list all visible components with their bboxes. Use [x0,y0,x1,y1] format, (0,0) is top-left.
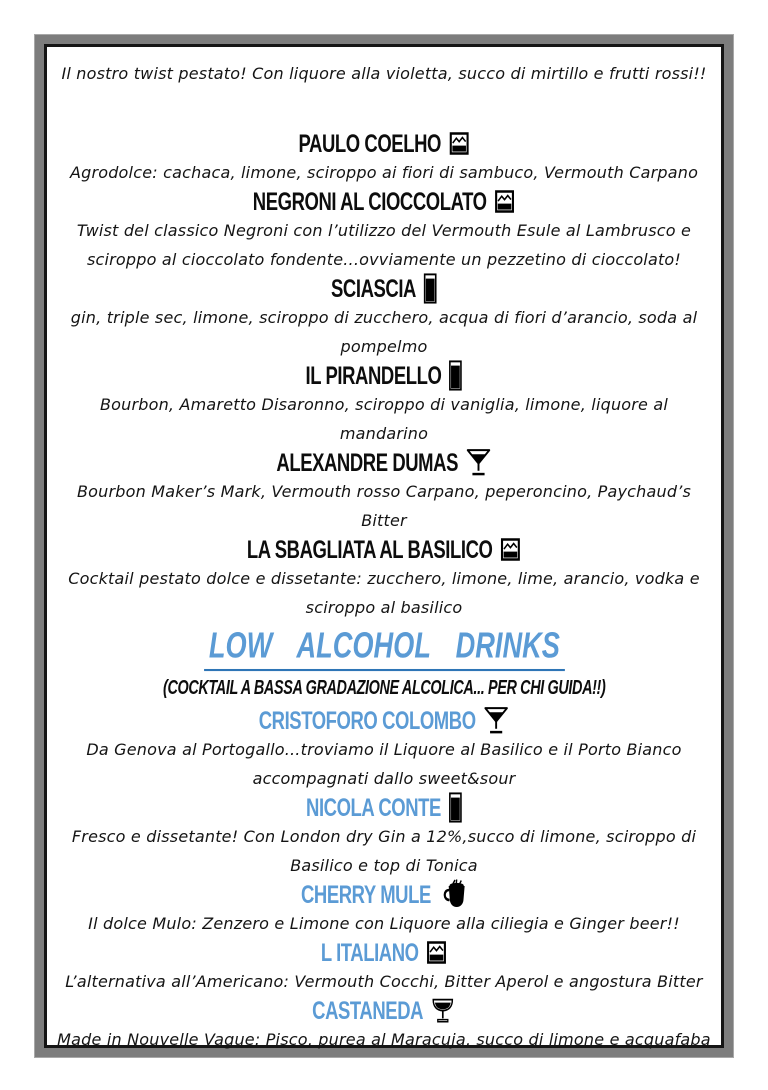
cocktail-heading [108,129,661,158]
cocktail-heading [108,706,661,735]
cocktail-name: SCIASCIA [331,273,416,302]
menu-item [55,880,713,938]
low-alcohol-drinks-list [55,706,713,1054]
martini-glass-icon [466,447,492,478]
rocks-glass-icon [426,940,447,965]
cocktail-heading [108,448,661,477]
cocktail-name: NICOLA CONTE [306,792,441,821]
low-alcohol-title: LOW ALCOHOL DRINKS [204,625,565,670]
menu-item [55,448,713,535]
highball-glass-icon [449,792,462,823]
menu-item [55,187,713,274]
cocktail-description: gin, triple sec, limone, sciroppo di zucchero, acqua di fiori d’arancio, soda al pompelmo [70,308,698,356]
cocktail-heading [108,361,661,390]
cocktail-description: Il dolce Mulo: Zenzero e Limone con Liquore alla ciliegia e Ginger beer!! [88,914,680,933]
menu-frame [44,44,724,1048]
cocktail-heading [108,880,661,909]
cocktail-description: Bourbon, Amaretto Disaronno, sciroppo di vaniglia, limone, liquore al mandarino [99,395,669,443]
cocktail-heading [108,274,661,303]
low-alcohol-subtitle: (COCKTAIL A BASSA GRADAZIONE ALCOLICA... PER CHI GUIDA!!) [162,676,606,699]
cocktail-description: Twist del classico Negroni con l’utilizzo del Vermouth Esule al Lambrusco e sciroppo al cioccolato fondente...ovviamente un pezzetino di cioccolato! [76,221,692,269]
cocktail-heading [108,793,661,822]
cocktail-name: LA SBAGLIATA AL BASILICO [246,534,493,563]
low-alcohol-section-header [55,626,713,670]
cocktail-description: Made in Nouvelle Vague: Pisco, purea al Maracuja, succo di limone e acquafaba [57,1030,711,1049]
rocks-glass-icon [500,537,521,562]
menu-item [55,706,713,793]
intro-text: Il nostro twist pestato! Con liquore alla violetta, succo di mirtillo e frutti rossi!! [61,64,707,83]
cocktail-heading [108,996,661,1025]
cocktail-description: Bourbon Maker’s Mark, Vermouth rosso Carpano, peperoncino, Paychaud’s Bitter [76,482,692,530]
coupe-glass-icon [431,996,456,1026]
menu-item [55,361,713,448]
menu-item [55,793,713,880]
cocktail-name: CASTANEDA [312,995,424,1024]
cocktail-name: CRISTOFORO COLOMBO [258,705,476,734]
cocktail-description: Da Genova al Portogallo...troviamo il Liquore al Basilico e il Porto Bianco accompagnati dallo sweet&sour [86,740,682,788]
low-alcohol-subtitle-row [55,670,713,706]
cocktail-description: Cocktail pestato dolce e dissetante: zucchero, limone, lime, arancio, vodka e sciroppo al basilico [68,569,700,617]
highball-glass-icon [424,273,437,304]
rocks-glass-icon [494,189,515,214]
menu-item [55,938,713,996]
martini-glass-icon [483,705,509,736]
cocktail-description: Agrodolce: cachaca, limone, sciroppo ai fiori di sambuco, Vermouth Carpano [69,163,699,182]
mule-mug-icon [438,878,467,911]
cocktail-name: CHERRY MULE [300,879,431,908]
cocktail-name: ALEXANDRE DUMAS [276,447,458,476]
cocktail-heading [108,938,661,967]
menu-item [55,129,713,187]
cocktail-heading [108,535,661,564]
classic-drinks-list [55,129,713,622]
cocktail-heading [108,187,661,216]
cocktail-name: NEGRONI AL CIOCCOLATO [252,186,487,215]
menu-item [55,535,713,622]
cocktail-name: L ITALIANO [320,937,419,966]
rocks-glass-icon [449,131,470,156]
menu-item [55,996,713,1054]
cocktail-description: Fresco e dissetante! Con London dry Gin a 12%,succo di limone, sciroppo di Basilico e top di Tonica [71,827,697,875]
highball-glass-icon [449,360,462,391]
cocktail-name: PAULO COELHO [298,128,441,157]
cocktail-description: L’alternativa all’Americano: Vermouth Cocchi, Bitter Aperol e angostura Bitter [65,972,703,991]
menu-item [55,274,713,361]
cocktail-name: IL PIRANDELLO [305,360,442,389]
